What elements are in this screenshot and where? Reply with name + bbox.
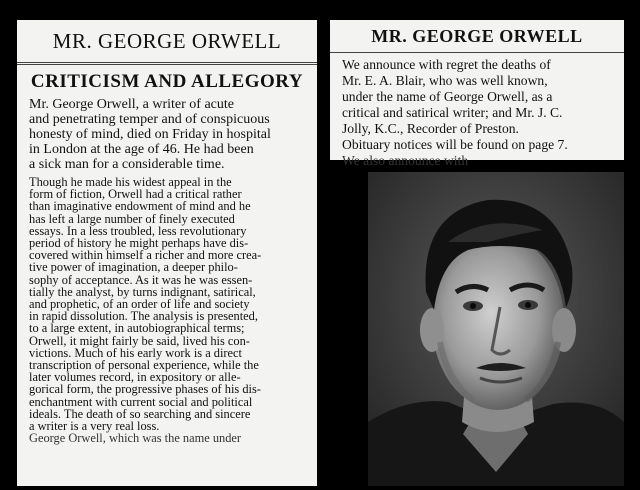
- lead-line: honesty of mind, died on Friday in hospital: [29, 127, 271, 142]
- paragraph-line: sophy of acceptance. As it was he was essen-: [29, 272, 253, 287]
- lead-line: in London at the age of 46. He had been: [29, 142, 254, 157]
- paragraph-line: a writer is a very real loss.: [29, 419, 160, 434]
- announcement-line: under the name of George Orwell, as a: [342, 89, 553, 104]
- cut-off-line: We also announce with: [342, 153, 469, 168]
- announcement-clipping: [330, 20, 624, 168]
- announcement-line: Obituary notices will be found on page 7.: [342, 137, 568, 152]
- announcement-title: MR. GEORGE ORWELL: [371, 26, 583, 46]
- obituary-headline: CRITICISM AND ALLEGORY: [30, 71, 304, 92]
- paragraph-line: has left a large number of finely executed: [29, 211, 235, 226]
- paragraph-line: Orwell, it might fairly be said, lived his con-: [29, 333, 250, 348]
- obituary-lead: [17, 97, 317, 172]
- cut-off-line: George Orwell, which was the name under: [29, 431, 242, 446]
- paragraph-line: than imaginative endowment of mind and he: [29, 199, 251, 214]
- paragraph-line: to a large extent, in autobiographical terms;: [29, 321, 245, 336]
- paragraph-line: victions. Much of his early work is a direct: [29, 345, 243, 360]
- paragraph-line: form of fiction, Orwell had a critical rather: [29, 187, 242, 202]
- portrait-image: [368, 172, 624, 486]
- paragraph-line: later volumes record, in expository or alle-: [29, 370, 241, 385]
- paragraph-line: transcription of personal experience, while the: [29, 358, 259, 373]
- obituary-clipping: [17, 20, 317, 486]
- paragraph-line: and prophetic, of an order of life and society: [29, 297, 250, 312]
- announcement-line: Mr. E. A. Blair, who was well known,: [342, 73, 548, 88]
- obituary-title: MR. GEORGE ORWELL: [52, 29, 282, 53]
- lead-line: and penetrating temper and of conspicuous: [29, 112, 270, 127]
- lead-line: Mr. George Orwell, a writer of acute: [29, 97, 234, 112]
- portrait-photo: [368, 172, 624, 486]
- announcement-line: We announce with regret the deaths of: [342, 57, 551, 72]
- paragraph-line: tially the analyst, by turns indignant, satirical,: [29, 284, 256, 299]
- obituary-paragraph: [17, 176, 317, 444]
- lead-line: a sick man for a considerable time.: [29, 157, 225, 172]
- paragraph-line: tive power of imagination, a deeper philo-: [29, 260, 238, 275]
- paragraph-line: period of history he might perhaps have dis-: [29, 236, 249, 251]
- announcement-line: critical and satirical writer; and Mr. J. C.: [342, 105, 563, 120]
- paragraph-line: Though he made his widest appeal in the: [29, 175, 232, 189]
- title-rule: [17, 62, 317, 65]
- paragraph-line: in rapid dissolution. The analysis is presented,: [29, 309, 258, 324]
- paragraph-line: ideals. The death of so searching and sincere: [29, 406, 251, 421]
- paragraph-line: essays. In a less troubled, less revolutionary: [29, 223, 247, 238]
- announcement-text: [330, 53, 624, 169]
- paragraph-line: covered within himself a richer and more crea-: [29, 248, 262, 263]
- paragraph-line: gorical form, the progressive phases of his dis-: [29, 382, 261, 397]
- announcement-line: Jolly, K.C., Recorder of Preston.: [342, 121, 519, 136]
- paragraph-line: enchantment with current social and political: [29, 394, 253, 409]
